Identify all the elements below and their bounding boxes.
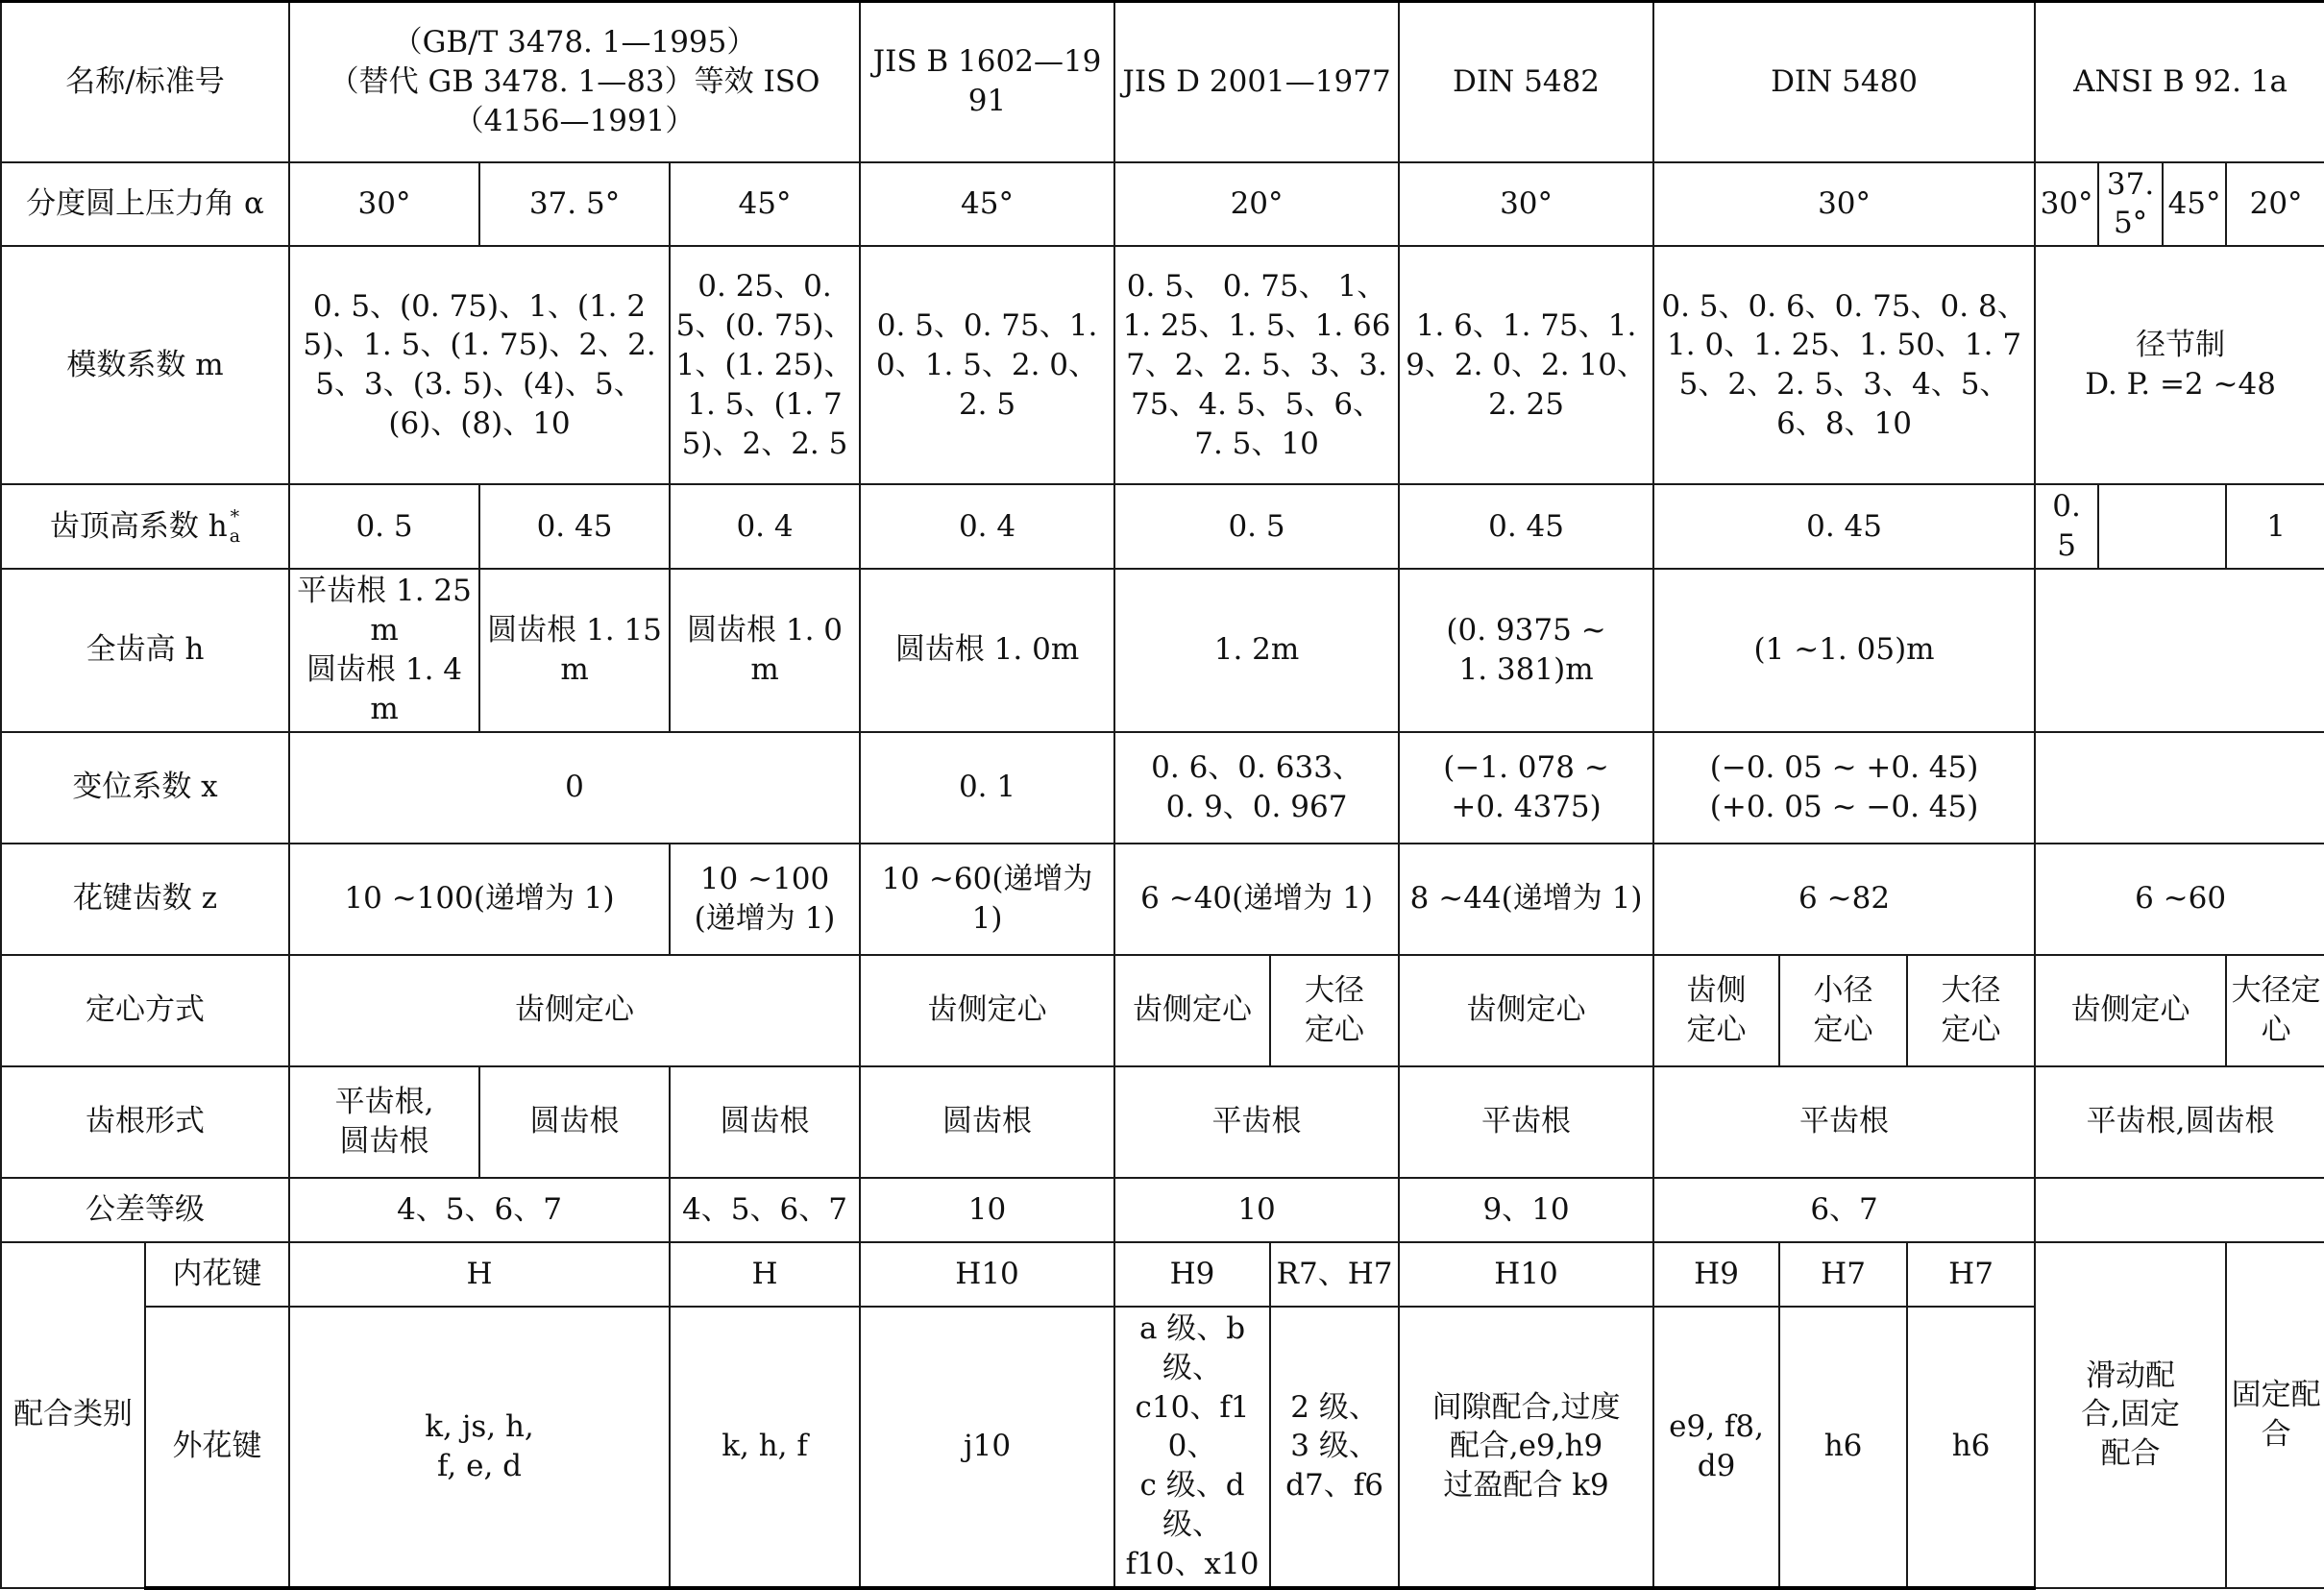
fit-out-jis-d-major: 2 级、 3 级、 d7、f6	[1270, 1307, 1399, 1588]
fit-external-label: 外花键	[145, 1307, 289, 1588]
alpha-jis-b: 45°	[860, 162, 1114, 247]
tol-din-5482: 9、10	[1399, 1178, 1653, 1242]
fit-in-din-5480-flank: H9	[1653, 1242, 1779, 1307]
std-din-5480: DIN 5480	[1653, 2, 2035, 162]
h-gb-37: 圆齿根 1. 15m	[479, 569, 670, 732]
z-gb-30-37: 10 ~100(递增为 1)	[289, 844, 670, 955]
fit-out-jis-d-flank: a 级、b 级、 c10、f10、 c 级、d 级、 f10、x10	[1114, 1307, 1270, 1588]
root-gb-37: 圆齿根	[479, 1066, 670, 1178]
module-gb-30-37: 0. 5、(0. 75)、1、(1. 25)、1. 5、(1. 75)、2、2. 5、3、(3. 5)、(4)、5、(6)、(8)、10	[289, 246, 670, 484]
fit-in-jis-b: H10	[860, 1242, 1114, 1307]
ha-din-5480: 0. 45	[1653, 484, 2035, 569]
fit-in-gb-45: H	[670, 1242, 860, 1307]
root-jis-d: 平齿根	[1114, 1066, 1399, 1178]
fit-out-din-5482: 间隙配合,过度 配合,e9,h9 过盈配合 k9	[1399, 1307, 1653, 1588]
root-din-5482: 平齿根	[1399, 1066, 1653, 1178]
center-jis-d-flank: 齿侧定心	[1114, 955, 1270, 1066]
module-jis-d: 0. 5、 0. 75、 1、1. 25、1. 5、1. 667、2、2. 5、3、3. 75、4. 5、5、6、7. 5、10	[1114, 246, 1399, 484]
fit-out-din-5480-major: h6	[1907, 1307, 2035, 1588]
row-label-addendum	[1, 484, 289, 569]
x-gb: 0	[289, 732, 860, 844]
addendum-label-sub: a	[229, 526, 241, 547]
fit-out-jis-b: j10	[860, 1307, 1114, 1588]
tol-jis-d: 10	[1114, 1178, 1399, 1242]
tol-din-5480: 6、7	[1653, 1178, 2035, 1242]
fit-ansi-fixed: 固定配合	[2226, 1242, 2324, 1588]
alpha-ansi-45: 45°	[2163, 162, 2226, 247]
row-label-centering: 定心方式	[1, 955, 289, 1066]
z-din-5480: 6 ~82	[1653, 844, 2035, 955]
h-gb-30: 平齿根 1. 25m 圆齿根 1. 4m	[289, 569, 479, 732]
tol-ansi-blank	[2035, 1178, 2324, 1242]
module-din-5480: 0. 5、0. 6、0. 75、0. 8、1. 0、1. 25、1. 50、1. 75、2、2. 5、3、4、5、6、8、10	[1653, 246, 2035, 484]
center-jis-b: 齿侧定心	[860, 955, 1114, 1066]
std-din-5482: DIN 5482	[1399, 2, 1653, 162]
h-din-5482: (0. 9375 ~ 1. 381)m	[1399, 569, 1653, 732]
ha-jis-b: 0. 4	[860, 484, 1114, 569]
row-label-standard: 名称/标准号	[1, 2, 289, 162]
std-ansi: ANSI B 92. 1a	[2035, 2, 2324, 162]
tol-jis-b: 10	[860, 1178, 1114, 1242]
row-label-module: 模数系数 m	[1, 246, 289, 484]
h-jis-d: 1. 2m	[1114, 569, 1399, 732]
row-fit-external	[1, 1307, 2324, 1588]
row-root-form	[1, 1066, 2324, 1178]
ha-ansi-30: 0. 5	[2035, 484, 2098, 569]
x-din-5480: (−0. 05 ~ +0. 45) (+0. 05 ~ −0. 45)	[1653, 732, 2035, 844]
fit-internal-label: 内花键	[145, 1242, 289, 1307]
row-profile-shift	[1, 732, 2324, 844]
x-jis-d: 0. 6、0. 633、 0. 9、0. 967	[1114, 732, 1399, 844]
ha-ansi-20: 1	[2226, 484, 2324, 569]
fit-out-gb-45: k, h, f	[670, 1307, 860, 1588]
fit-in-jis-d-major: R7、H7	[1270, 1242, 1399, 1307]
module-jis-b: 0. 5、0. 75、1. 0、1. 5、2. 0、2. 5	[860, 246, 1114, 484]
row-fit-internal	[1, 1242, 2324, 1307]
row-label-pressure-angle: 分度圆上压力角 α	[1, 162, 289, 247]
center-din-5480-minor: 小径 定心	[1779, 955, 1907, 1066]
ha-jis-d: 0. 5	[1114, 484, 1399, 569]
module-din-5482: 1. 6、1. 75、1. 9、2. 0、2. 10、2. 25	[1399, 246, 1653, 484]
addendum-label-sup: *	[230, 506, 240, 528]
x-ansi-blank	[2035, 732, 2324, 844]
alpha-gb-30: 30°	[289, 162, 479, 247]
row-module	[1, 246, 2324, 484]
row-standard	[1, 2, 2324, 162]
row-label-profile-shift: 变位系数 x	[1, 732, 289, 844]
h-jis-b: 圆齿根 1. 0m	[860, 569, 1114, 732]
fit-out-gb-30-37: k, js, h, f, e, d	[289, 1307, 670, 1588]
z-gb-45: 10 ~100 (递增为 1)	[670, 844, 860, 955]
alpha-ansi-30: 30°	[2035, 162, 2098, 247]
h-gb-45: 圆齿根 1. 0m	[670, 569, 860, 732]
ha-gb-37: 0. 45	[479, 484, 670, 569]
center-gb: 齿侧定心	[289, 955, 860, 1066]
module-gb-45: 0. 25、0. 5、(0. 75)、1、(1. 25)、1. 5、(1. 75)、2、2. 5	[670, 246, 860, 484]
alpha-din-5482: 30°	[1399, 162, 1653, 247]
fit-in-jis-d-flank: H9	[1114, 1242, 1270, 1307]
std-jis-b: JIS B 1602—1991	[860, 2, 1114, 162]
center-jis-d-major: 大径 定心	[1270, 955, 1399, 1066]
root-gb-45: 圆齿根	[670, 1066, 860, 1178]
h-din-5480: (1 ~1. 05)m	[1653, 569, 2035, 732]
center-din-5480-flank: 齿侧 定心	[1653, 955, 1779, 1066]
fit-in-din-5480-minor: H7	[1779, 1242, 1907, 1307]
alpha-ansi-20: 20°	[2226, 162, 2324, 247]
fit-in-din-5482: H10	[1399, 1242, 1653, 1307]
z-jis-d: 6 ~40(递增为 1)	[1114, 844, 1399, 955]
row-label-teeth: 花键齿数 z	[1, 844, 289, 955]
row-tolerance	[1, 1178, 2324, 1242]
center-din-5480-major: 大径 定心	[1907, 955, 2035, 1066]
ha-din-5482: 0. 45	[1399, 484, 1653, 569]
z-ansi: 6 ~60	[2035, 844, 2324, 955]
row-pressure-angle	[1, 162, 2324, 247]
fit-out-din-5480-flank: e9, f8, d9	[1653, 1307, 1779, 1588]
z-din-5482: 8 ~44(递增为 1)	[1399, 844, 1653, 955]
root-gb-30: 平齿根, 圆齿根	[289, 1066, 479, 1178]
center-ansi-flank: 齿侧定心	[2035, 955, 2226, 1066]
module-ansi: 径节制 D. P. =2 ~48	[2035, 246, 2324, 484]
root-ansi: 平齿根,圆齿根	[2035, 1066, 2324, 1178]
row-label-tolerance: 公差等级	[1, 1178, 289, 1242]
alpha-gb-45: 45°	[670, 162, 860, 247]
std-gb: （GB/T 3478. 1—1995） （替代 GB 3478. 1—83）等效 ISO （4156—1991）	[289, 2, 860, 162]
tol-gb-30-37: 4、5、6、7	[289, 1178, 670, 1242]
fit-in-gb-30-37: H	[289, 1242, 670, 1307]
row-label-whole-depth: 全齿高 h	[1, 569, 289, 732]
root-din-5480: 平齿根	[1653, 1066, 2035, 1178]
h-ansi-blank	[2035, 569, 2324, 732]
row-whole-depth	[1, 569, 2324, 732]
fit-ansi-sliding: 滑动配 合,固定 配合	[2035, 1242, 2226, 1588]
alpha-gb-37: 37. 5°	[479, 162, 670, 247]
x-din-5482: (−1. 078 ~ +0. 4375)	[1399, 732, 1653, 844]
addendum-label-text: 齿顶高系数 h	[49, 508, 228, 544]
std-jis-d: JIS D 2001—1977	[1114, 2, 1399, 162]
alpha-din-5480: 30°	[1653, 162, 2035, 247]
fit-out-din-5480-minor: h6	[1779, 1307, 1907, 1588]
fit-in-din-5480-major: H7	[1907, 1242, 2035, 1307]
root-jis-b: 圆齿根	[860, 1066, 1114, 1178]
tol-gb-45: 4、5、6、7	[670, 1178, 860, 1242]
ha-ansi-blank	[2098, 484, 2226, 569]
alpha-ansi-37: 37. 5°	[2098, 162, 2163, 247]
center-din-5482: 齿侧定心	[1399, 955, 1653, 1066]
row-addendum	[1, 484, 2324, 569]
center-ansi-major: 大径定心	[2226, 955, 2324, 1066]
ha-gb-30: 0. 5	[289, 484, 479, 569]
z-jis-b: 10 ~60(递增为 1)	[860, 844, 1114, 955]
x-jis-b: 0. 1	[860, 732, 1114, 844]
row-label-root-form: 齿根形式	[1, 1066, 289, 1178]
row-teeth	[1, 844, 2324, 955]
row-centering	[1, 955, 2324, 1066]
alpha-jis-d: 20°	[1114, 162, 1399, 247]
ha-gb-45: 0. 4	[670, 484, 860, 569]
row-label-fit: 配合类别	[1, 1242, 145, 1588]
